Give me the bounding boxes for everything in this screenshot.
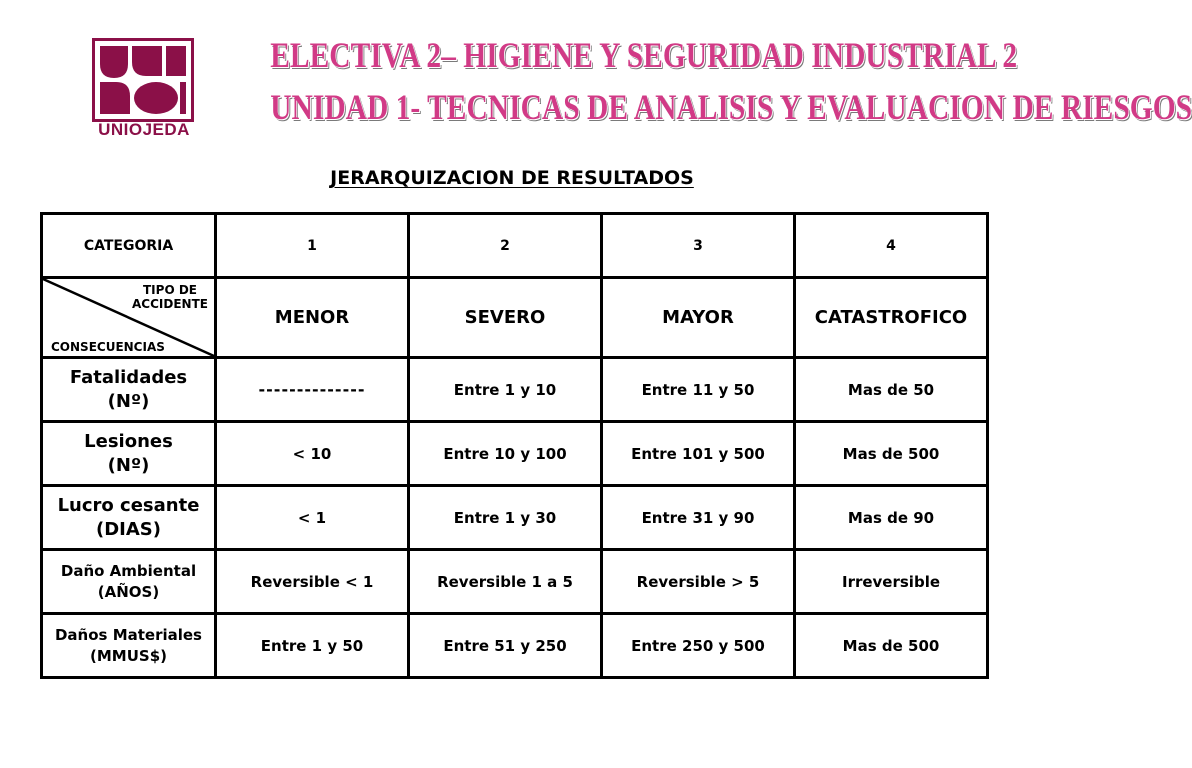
- row-head-title: Lesiones: [84, 430, 173, 452]
- row-head-lucro-cesante: [42, 486, 216, 550]
- table-row: [42, 614, 988, 678]
- row-head-title: Daños Materiales: [54, 625, 202, 644]
- type-catastrofico: CATASTROFICO: [795, 278, 988, 358]
- row-head-title: Daño Ambiental: [60, 561, 197, 580]
- table-row: [42, 358, 988, 422]
- diagonal-header-cell: [42, 278, 216, 358]
- table-cell: Entre 1 y 30: [409, 486, 602, 550]
- page-title: JERARQUIZACION DE RESULTADOS: [330, 167, 694, 189]
- category-1: 1: [216, 214, 409, 278]
- table-cell: --------------: [216, 358, 409, 422]
- category-label: CATEGORIA: [42, 214, 216, 278]
- table-cell: Reversible > 5: [602, 550, 795, 614]
- table-cell: < 10: [216, 422, 409, 486]
- row-head-unit: (DIAS): [96, 518, 161, 540]
- consequences-label: CONSECUENCIAS: [51, 340, 165, 354]
- table-cell: < 1: [216, 486, 409, 550]
- row-head-unit: (AÑOS): [97, 582, 160, 601]
- row-head-unit: (MMUS$): [90, 646, 167, 665]
- row-head-danos-materiales: [42, 614, 216, 678]
- logo-emblem: [92, 38, 194, 122]
- table-cell: Entre 51 y 250: [409, 614, 602, 678]
- category-4: 4: [795, 214, 988, 278]
- table-cell: Irreversible: [795, 550, 988, 614]
- table-cell: Mas de 500: [795, 614, 988, 678]
- table-cell: Entre 10 y 100: [409, 422, 602, 486]
- results-table: [40, 212, 989, 679]
- course-title: ELECTIVA 2– HIGIENE Y SEGURIDAD INDUSTRIAL 2: [270, 35, 1018, 75]
- table-cell: Entre 1 y 50: [216, 614, 409, 678]
- table-cell: Entre 101 y 500: [602, 422, 795, 486]
- accident-type-label: TIPO DE ACCIDENTE: [132, 283, 208, 311]
- row-head-fatalidades: [42, 358, 216, 422]
- table-row: [42, 422, 988, 486]
- type-mayor: MAYOR: [602, 278, 795, 358]
- table-cell: Mas de 500: [795, 422, 988, 486]
- row-head-title: Fatalidades: [69, 366, 188, 388]
- table-cell: Mas de 90: [795, 486, 988, 550]
- unit-title: UNIDAD 1- TECNICAS DE ANALISIS Y EVALUACION DE RIESGOS: [270, 87, 1192, 127]
- table-cell: Entre 250 y 500: [602, 614, 795, 678]
- table-row: [42, 550, 988, 614]
- row-head-title: Lucro cesante: [57, 494, 200, 516]
- table-cell: Entre 31 y 90: [602, 486, 795, 550]
- category-row: [42, 214, 988, 278]
- table-row: [42, 486, 988, 550]
- table-cell: Mas de 50: [795, 358, 988, 422]
- category-3: 3: [602, 214, 795, 278]
- category-2: 2: [409, 214, 602, 278]
- row-head-unit: (Nº): [107, 454, 150, 476]
- type-row: [42, 278, 988, 358]
- type-severo: SEVERO: [409, 278, 602, 358]
- row-head-unit: (Nº): [107, 390, 150, 412]
- table-cell: Reversible < 1: [216, 550, 409, 614]
- table-cell: Entre 11 y 50: [602, 358, 795, 422]
- type-menor: MENOR: [216, 278, 409, 358]
- table-cell: Reversible 1 a 5: [409, 550, 602, 614]
- row-head-dano-ambiental: [42, 550, 216, 614]
- row-head-lesiones: [42, 422, 216, 486]
- table-cell: Entre 1 y 10: [409, 358, 602, 422]
- logo-wordmark: UNIOJEDA: [98, 120, 190, 139]
